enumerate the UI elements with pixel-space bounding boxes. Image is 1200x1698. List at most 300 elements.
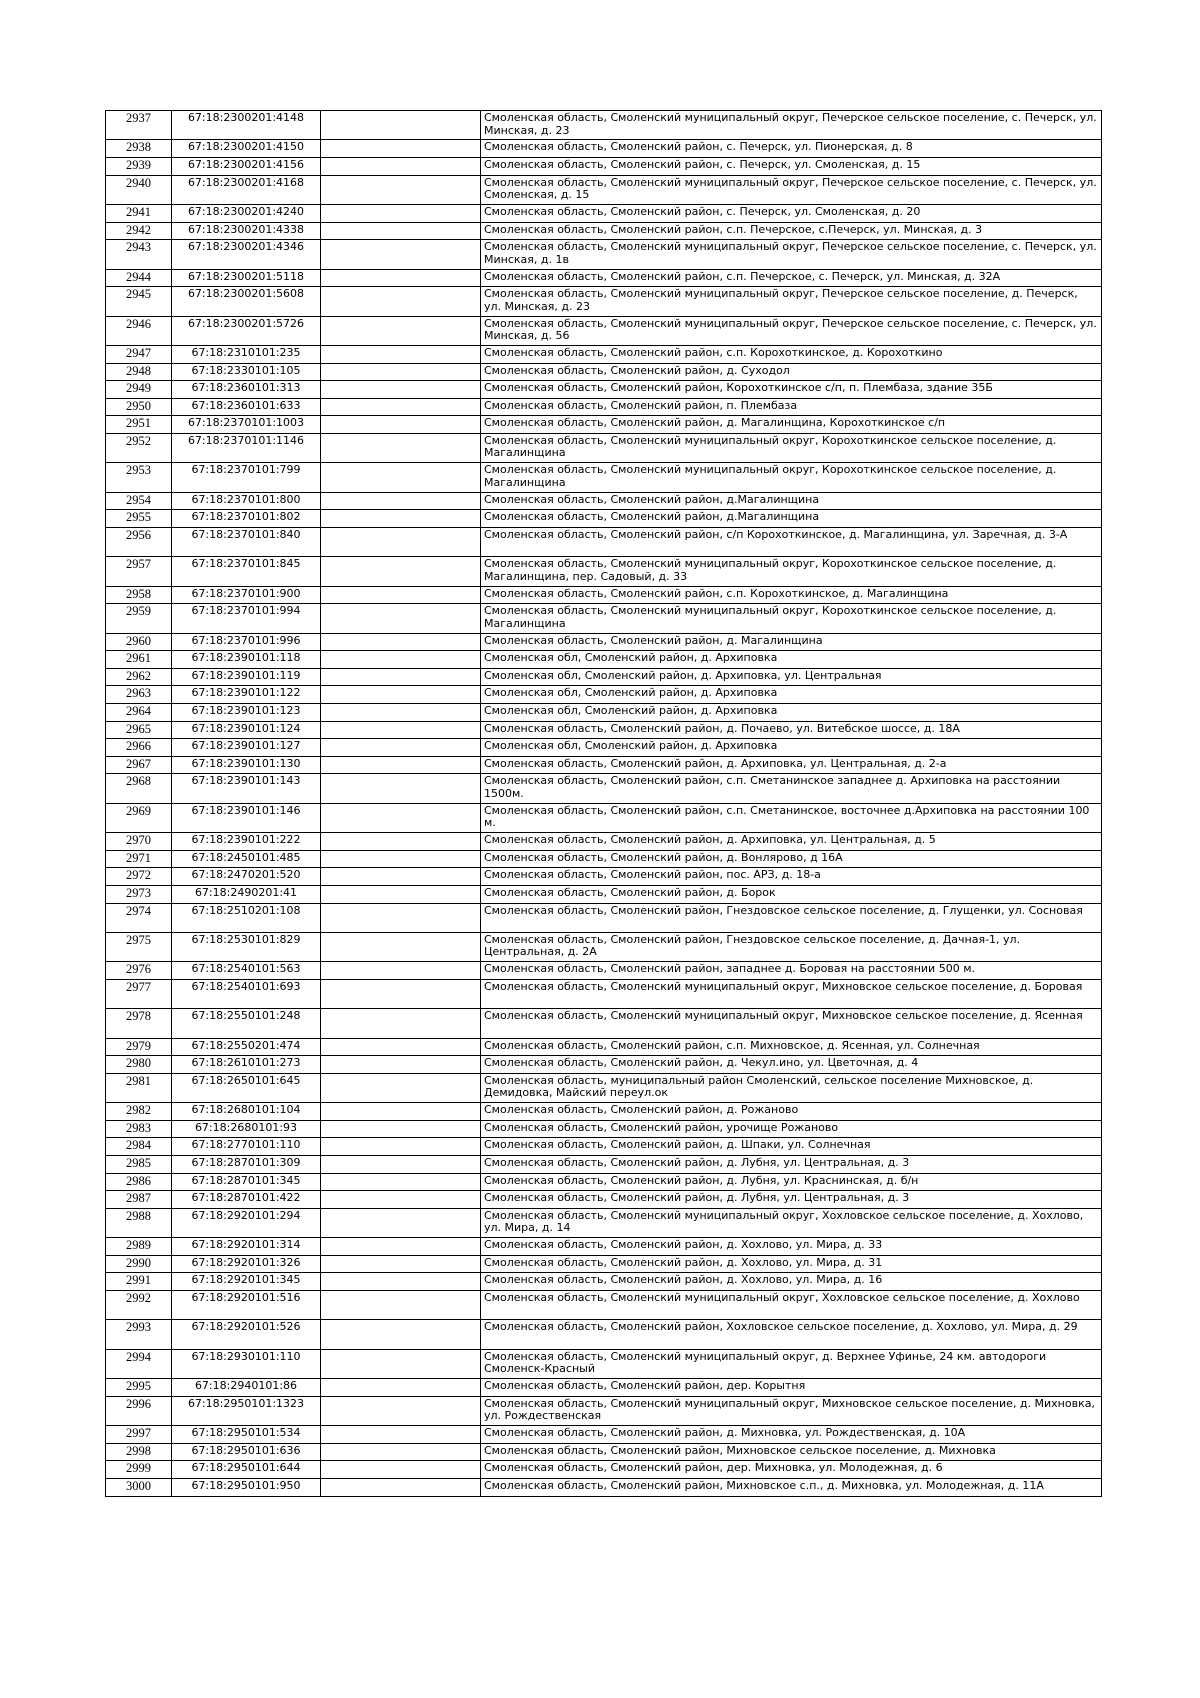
row-number: 2966 xyxy=(106,739,172,757)
row-number: 2937 xyxy=(106,111,172,140)
cadastral-number: 67:18:2330101:105 xyxy=(172,363,321,381)
table-row xyxy=(106,850,1102,868)
address: Смоленская область, Смоленский район, д. Лубня, ул. Центральная, д. 3 xyxy=(481,1156,1102,1174)
cadastral-number: 67:18:2920101:516 xyxy=(172,1291,321,1320)
row-number: 2998 xyxy=(106,1443,172,1461)
table-row xyxy=(106,492,1102,510)
address: Смоленская область, Смоленский район, с.п. Корохоткинское, д. Корохоткино xyxy=(481,345,1102,363)
empty-cell xyxy=(321,704,481,722)
address: Смоленская область, Смоленский район, с. Печерск, ул. Смоленская, д. 15 xyxy=(481,157,1102,175)
address: Смоленская область, Смоленский район, д. Архиповка, ул. Центральная, д. 2-а xyxy=(481,756,1102,774)
address: Смоленская область, Смоленский район, д. Рожаново xyxy=(481,1103,1102,1121)
empty-cell xyxy=(321,433,481,462)
row-number: 2938 xyxy=(106,140,172,158)
table-row xyxy=(106,1238,1102,1256)
cadastral-number: 67:18:2390101:130 xyxy=(172,756,321,774)
address: Смоленская область, Смоленский муниципальный округ, Печерское сельское поселение, с. Печерск, ул. Минская, д. 23 xyxy=(481,111,1102,140)
empty-cell xyxy=(321,463,481,492)
table-row xyxy=(106,1056,1102,1074)
table-row xyxy=(106,868,1102,886)
empty-cell xyxy=(321,774,481,803)
cadastral-number: 67:18:2470201:520 xyxy=(172,868,321,886)
table-row xyxy=(106,316,1102,345)
row-number: 2960 xyxy=(106,633,172,651)
row-number: 2947 xyxy=(106,345,172,363)
row-number: 2940 xyxy=(106,175,172,204)
address: Смоленская область, Смоленский муниципальный округ, Михновское сельское поселение, д. Ясенная xyxy=(481,1009,1102,1038)
table-row xyxy=(106,1426,1102,1444)
address: Смоленская область, Смоленский район, д. Магалинщина, Корохоткинское с/п xyxy=(481,416,1102,434)
row-number: 2992 xyxy=(106,1291,172,1320)
row-number: 2997 xyxy=(106,1426,172,1444)
empty-cell xyxy=(321,1138,481,1156)
address: Смоленская область, Смоленский район, с.п. Печерское, с. Печерск, ул. Минская, д. 32А xyxy=(481,269,1102,287)
empty-cell xyxy=(321,1396,481,1425)
address: Смоленская область, Смоленский муниципальный округ, Печерское сельское поселение, с. Печерск, ул. Минская, д. 1в xyxy=(481,240,1102,269)
cadastral-number: 67:18:2370101:800 xyxy=(172,492,321,510)
cadastral-number: 67:18:2360101:313 xyxy=(172,381,321,399)
address: Смоленская область, Смоленский район, Гнездовское сельское поселение, д. Глущенки, ул. Сосновая xyxy=(481,903,1102,932)
empty-cell xyxy=(321,903,481,932)
address: Смоленская область, Смоленский муниципальный округ, д. Верхнее Уфинье, 24 км. автодороги Смоленск-Красный xyxy=(481,1349,1102,1378)
cadastral-number: 67:18:2870101:309 xyxy=(172,1156,321,1174)
table-row xyxy=(106,1103,1102,1121)
table-row xyxy=(106,1120,1102,1138)
row-number: 2999 xyxy=(106,1461,172,1479)
address: Смоленская область, Смоленский район, д. Суходол xyxy=(481,363,1102,381)
cadastral-number: 67:18:2300201:4240 xyxy=(172,204,321,222)
table-row xyxy=(106,979,1102,1008)
empty-cell xyxy=(321,1103,481,1121)
table-row xyxy=(106,721,1102,739)
table-row xyxy=(106,833,1102,851)
table-row xyxy=(106,175,1102,204)
row-number: 2977 xyxy=(106,979,172,1008)
table-row xyxy=(106,1156,1102,1174)
address: Смоленская область, Смоленский муниципальный округ, Корохоткинское сельское поселение, д. Магалинщина xyxy=(481,604,1102,633)
empty-cell xyxy=(321,1461,481,1479)
table-row xyxy=(106,668,1102,686)
cadastral-number: 67:18:2770101:110 xyxy=(172,1138,321,1156)
cadastral-number: 67:18:2920101:326 xyxy=(172,1255,321,1273)
row-number: 2946 xyxy=(106,316,172,345)
table-row xyxy=(106,633,1102,651)
table-row xyxy=(106,269,1102,287)
row-number: 2944 xyxy=(106,269,172,287)
table-row xyxy=(106,527,1102,556)
address: Смоленская область, Смоленский район, с.п. Сметанинское, восточнее д.Архиповка на расстоянии 100 м. xyxy=(481,803,1102,832)
cadastral-number: 67:18:2450101:485 xyxy=(172,850,321,868)
cadastral-number: 67:18:2950101:644 xyxy=(172,1461,321,1479)
row-number: 2989 xyxy=(106,1238,172,1256)
row-number: 2949 xyxy=(106,381,172,399)
empty-cell xyxy=(321,739,481,757)
cadastral-number: 67:18:2370101:1003 xyxy=(172,416,321,434)
empty-cell xyxy=(321,1320,481,1349)
empty-cell xyxy=(321,1426,481,1444)
cadastral-number: 67:18:2490201:41 xyxy=(172,885,321,903)
table-row xyxy=(106,463,1102,492)
address: Смоленская область, Смоленский район, с.п. Печерское, с.Печерск, ул. Минская, д. 3 xyxy=(481,222,1102,240)
address: Смоленская область, Смоленский район, пос. АРЗ, д. 18-а xyxy=(481,868,1102,886)
address: Смоленская область, Смоленский район, д. Архиповка, ул. Центральная, д. 5 xyxy=(481,833,1102,851)
table-row xyxy=(106,1255,1102,1273)
row-number: 2980 xyxy=(106,1056,172,1074)
row-number: 2948 xyxy=(106,363,172,381)
table-row xyxy=(106,398,1102,416)
empty-cell xyxy=(321,1120,481,1138)
row-number: 2951 xyxy=(106,416,172,434)
row-number: 2945 xyxy=(106,287,172,316)
row-number: 2983 xyxy=(106,1120,172,1138)
row-number: 2973 xyxy=(106,885,172,903)
row-number: 2953 xyxy=(106,463,172,492)
address: Смоленская область, Смоленский муниципальный округ, Михновское сельское поселение, д. Михновка, ул. Рождественская xyxy=(481,1396,1102,1425)
address: Смоленская область, Смоленский район, п. Плембаза xyxy=(481,398,1102,416)
row-number: 2974 xyxy=(106,903,172,932)
address: Смоленская область, Смоленский муниципальный округ, Корохоткинское сельское поселение, д. Магалинщина xyxy=(481,433,1102,462)
table-row xyxy=(106,222,1102,240)
empty-cell xyxy=(321,1173,481,1191)
row-number: 2954 xyxy=(106,492,172,510)
row-number: 2971 xyxy=(106,850,172,868)
cadastral-number: 67:18:2390101:146 xyxy=(172,803,321,832)
empty-cell xyxy=(321,586,481,604)
table-row xyxy=(106,604,1102,633)
row-number: 2952 xyxy=(106,433,172,462)
address: Смоленская область, Смоленский район, д. Вонлярово, д 16А xyxy=(481,850,1102,868)
cadastral-number: 67:18:2390101:122 xyxy=(172,686,321,704)
address: Смоленская область, Смоленский район, с. Печерск, ул. Смоленская, д. 20 xyxy=(481,204,1102,222)
empty-cell xyxy=(321,175,481,204)
address: Смоленская область, муниципальный район Смоленский, сельское поселение Михновское, д. Демидовка, Майский переул.ок xyxy=(481,1073,1102,1102)
address: Смоленская область, Смоленский муниципальный округ, Михновское сельское поселение, д. Боровая xyxy=(481,979,1102,1008)
cadastral-number: 67:18:2300201:5118 xyxy=(172,269,321,287)
empty-cell xyxy=(321,833,481,851)
cadastral-number: 67:18:2550101:248 xyxy=(172,1009,321,1038)
table-row xyxy=(106,557,1102,586)
address: Смоленская обл, Смоленский район, д. Архиповка xyxy=(481,686,1102,704)
empty-cell xyxy=(321,492,481,510)
row-number: 2993 xyxy=(106,1320,172,1349)
table-row xyxy=(106,1191,1102,1209)
row-number: 2991 xyxy=(106,1273,172,1291)
row-number: 2975 xyxy=(106,932,172,961)
cadastral-number: 67:18:2950101:534 xyxy=(172,1426,321,1444)
table-row xyxy=(106,686,1102,704)
empty-cell xyxy=(321,1255,481,1273)
table-row xyxy=(106,1320,1102,1349)
cadastral-number: 67:18:2360101:633 xyxy=(172,398,321,416)
empty-cell xyxy=(321,885,481,903)
empty-cell xyxy=(321,1038,481,1056)
empty-cell xyxy=(321,721,481,739)
row-number: 2972 xyxy=(106,868,172,886)
empty-cell xyxy=(321,979,481,1008)
empty-cell xyxy=(321,1156,481,1174)
empty-cell xyxy=(321,1478,481,1496)
cadastral-number: 67:18:2390101:123 xyxy=(172,704,321,722)
row-number: 2958 xyxy=(106,586,172,604)
address: Смоленская область, Смоленский район, д.Магалинщина xyxy=(481,510,1102,528)
address: Смоленская область, Смоленский муниципальный округ, Хохловское сельское поселение, д. Хохлово, ул. Мира, д. 14 xyxy=(481,1208,1102,1237)
table-row xyxy=(106,885,1102,903)
empty-cell xyxy=(321,1056,481,1074)
address: Смоленская область, Смоленский район, с.п. Корохоткинское, д. Магалинщина xyxy=(481,586,1102,604)
empty-cell xyxy=(321,1009,481,1038)
cadastral-number: 67:18:2610101:273 xyxy=(172,1056,321,1074)
address: Смоленская область, Смоленский муниципальный округ, Печерское сельское поселение, с. Печерск, ул. Смоленская, д. 15 xyxy=(481,175,1102,204)
address: Смоленская область, Смоленский район, Хохловское сельское поселение, д. Хохлово, ул. Мира, д. 29 xyxy=(481,1320,1102,1349)
table-row xyxy=(106,240,1102,269)
row-number: 2978 xyxy=(106,1009,172,1038)
table-row xyxy=(106,1379,1102,1397)
row-number: 2964 xyxy=(106,704,172,722)
empty-cell xyxy=(321,381,481,399)
address: Смоленская область, Смоленский район, Михновское с.п., д. Михновка, ул. Молодежная, д. 11А xyxy=(481,1478,1102,1496)
empty-cell xyxy=(321,1238,481,1256)
row-number: 2987 xyxy=(106,1191,172,1209)
row-number: 2979 xyxy=(106,1038,172,1056)
row-number: 2962 xyxy=(106,668,172,686)
table-row xyxy=(106,1138,1102,1156)
address: Смоленская область, Смоленский район, д. Лубня, ул. Краснинская, д. б/н xyxy=(481,1173,1102,1191)
table-row xyxy=(106,1038,1102,1056)
row-number: 2986 xyxy=(106,1173,172,1191)
table-row xyxy=(106,157,1102,175)
cadastral-number: 67:18:2940101:86 xyxy=(172,1379,321,1397)
row-number: 2969 xyxy=(106,803,172,832)
address: Смоленская область, Смоленский район, д. Михновка, ул. Рождественская, д. 10А xyxy=(481,1426,1102,1444)
cadastral-number: 67:18:2870101:422 xyxy=(172,1191,321,1209)
cadastral-number: 67:18:2300201:4346 xyxy=(172,240,321,269)
cadastral-number: 67:18:2370101:900 xyxy=(172,586,321,604)
table-row xyxy=(106,1396,1102,1425)
empty-cell xyxy=(321,1379,481,1397)
row-number: 2941 xyxy=(106,204,172,222)
table-row xyxy=(106,962,1102,980)
table-row xyxy=(106,345,1102,363)
row-number: 2996 xyxy=(106,1396,172,1425)
row-number: 2968 xyxy=(106,774,172,803)
row-number: 2956 xyxy=(106,527,172,556)
empty-cell xyxy=(321,287,481,316)
table-row xyxy=(106,1349,1102,1378)
cadastral-number: 67:18:2920101:294 xyxy=(172,1208,321,1237)
empty-cell xyxy=(321,316,481,345)
cadastral-number: 67:18:2920101:314 xyxy=(172,1238,321,1256)
table-row xyxy=(106,651,1102,669)
row-number: 2990 xyxy=(106,1255,172,1273)
row-number: 2985 xyxy=(106,1156,172,1174)
cadastral-number: 67:18:2300201:4338 xyxy=(172,222,321,240)
empty-cell xyxy=(321,932,481,961)
address: Смоленская область, Смоленский район, д. Борок xyxy=(481,885,1102,903)
cadastral-number: 67:18:2370101:845 xyxy=(172,557,321,586)
empty-cell xyxy=(321,363,481,381)
cadastral-number: 67:18:2650101:645 xyxy=(172,1073,321,1102)
cadastral-number: 67:18:2540101:693 xyxy=(172,979,321,1008)
cadastral-number: 67:18:2370101:840 xyxy=(172,527,321,556)
address: Смоленская обл, Смоленский район, д. Архиповка xyxy=(481,739,1102,757)
empty-cell xyxy=(321,1073,481,1102)
cadastral-number: 67:18:2370101:1146 xyxy=(172,433,321,462)
empty-cell xyxy=(321,756,481,774)
table-row xyxy=(106,363,1102,381)
address: Смоленская область, Смоленский район, с/п Корохоткинское, д. Магалинщина, ул. Заречная, д. 3-А xyxy=(481,527,1102,556)
table-row xyxy=(106,1208,1102,1237)
cadastral-number: 67:18:2920101:526 xyxy=(172,1320,321,1349)
table-row xyxy=(106,774,1102,803)
cadastral-number: 67:18:2680101:104 xyxy=(172,1103,321,1121)
table-row xyxy=(106,381,1102,399)
empty-cell xyxy=(321,111,481,140)
row-number: 2961 xyxy=(106,651,172,669)
empty-cell xyxy=(321,398,481,416)
address: Смоленская область, Смоленский муниципальный округ, Печерское сельское поселение, с. Печерск, ул. Минская, д. 56 xyxy=(481,316,1102,345)
address: Смоленская область, Смоленский район, Гнездовское сельское поселение, д. Дачная-1, ул. Центральная, д. 2А xyxy=(481,932,1102,961)
table-row xyxy=(106,510,1102,528)
table-row xyxy=(106,1009,1102,1038)
cadastral-number: 67:18:2390101:118 xyxy=(172,651,321,669)
empty-cell xyxy=(321,222,481,240)
row-number: 2965 xyxy=(106,721,172,739)
table-row xyxy=(106,1073,1102,1102)
table-row xyxy=(106,739,1102,757)
cadastral-number: 67:18:2390101:222 xyxy=(172,833,321,851)
empty-cell xyxy=(321,868,481,886)
cadastral-number: 67:18:2300201:4150 xyxy=(172,140,321,158)
row-number: 2988 xyxy=(106,1208,172,1237)
table-row xyxy=(106,586,1102,604)
row-number: 2967 xyxy=(106,756,172,774)
table-row xyxy=(106,1291,1102,1320)
empty-cell xyxy=(321,668,481,686)
address: Смоленская область, Смоленский район, д. Чекул.ино, ул. Цветочная, д. 4 xyxy=(481,1056,1102,1074)
cadastral-number: 67:18:2370101:799 xyxy=(172,463,321,492)
cadastral-number: 67:18:2370101:996 xyxy=(172,633,321,651)
address: Смоленская область, Смоленский муниципальный округ, Корохоткинское сельское поселение, д. Магалинщина xyxy=(481,463,1102,492)
row-number: 2976 xyxy=(106,962,172,980)
address: Смоленская область, Смоленский район, дер. Михновка, ул. Молодежная, д. 6 xyxy=(481,1461,1102,1479)
table-row xyxy=(106,803,1102,832)
address: Смоленская область, Смоленский район, д. Хохлово, ул. Мира, д. 31 xyxy=(481,1255,1102,1273)
empty-cell xyxy=(321,157,481,175)
cadastral-number: 67:18:2950101:636 xyxy=(172,1443,321,1461)
empty-cell xyxy=(321,510,481,528)
cadastral-number: 67:18:2680101:93 xyxy=(172,1120,321,1138)
address: Смоленская обл, Смоленский район, д. Архиповка, ул. Центральная xyxy=(481,668,1102,686)
row-number: 2982 xyxy=(106,1103,172,1121)
document-page xyxy=(105,110,1101,1497)
empty-cell xyxy=(321,557,481,586)
table-row xyxy=(106,704,1102,722)
cadastral-number: 67:18:2370101:994 xyxy=(172,604,321,633)
address: Смоленская область, Смоленский район, с.п. Сметанинское западнее д. Архиповка на расстоянии 1500м. xyxy=(481,774,1102,803)
address: Смоленская область, Смоленский район, д.Магалинщина xyxy=(481,492,1102,510)
empty-cell xyxy=(321,345,481,363)
address: Смоленская область, Смоленский муниципальный округ, Корохоткинское сельское поселение, д. Магалинщина, пер. Садовый, д. 33 xyxy=(481,557,1102,586)
table-row xyxy=(106,1443,1102,1461)
land-plots-table xyxy=(105,110,1102,1497)
table-row xyxy=(106,111,1102,140)
table-row xyxy=(106,204,1102,222)
empty-cell xyxy=(321,1191,481,1209)
table-row xyxy=(106,1273,1102,1291)
empty-cell xyxy=(321,850,481,868)
empty-cell xyxy=(321,651,481,669)
table-row xyxy=(106,903,1102,932)
empty-cell xyxy=(321,204,481,222)
row-number: 2957 xyxy=(106,557,172,586)
empty-cell xyxy=(321,527,481,556)
empty-cell xyxy=(321,1349,481,1378)
address: Смоленская область, Смоленский муниципальный округ, Хохловское сельское поселение, д. Хохлово xyxy=(481,1291,1102,1320)
empty-cell xyxy=(321,633,481,651)
address: Смоленская область, Смоленский район, Михновское сельское поселение, д. Михновка xyxy=(481,1443,1102,1461)
table-row xyxy=(106,1461,1102,1479)
cadastral-number: 67:18:2530101:829 xyxy=(172,932,321,961)
row-number: 2994 xyxy=(106,1349,172,1378)
table-row xyxy=(106,932,1102,961)
cadastral-number: 67:18:2540101:563 xyxy=(172,962,321,980)
row-number: 2955 xyxy=(106,510,172,528)
table-body xyxy=(106,111,1102,1497)
row-number: 2984 xyxy=(106,1138,172,1156)
address: Смоленская обл, Смоленский район, д. Архиповка xyxy=(481,651,1102,669)
address: Смоленская область, Смоленский район, д. Почаево, ул. Витебское шоссе, д. 18А xyxy=(481,721,1102,739)
address: Смоленская область, Смоленский район, дер. Корытня xyxy=(481,1379,1102,1397)
address: Смоленская область, Смоленский район, с. Печерск, ул. Пионерская, д. 8 xyxy=(481,140,1102,158)
row-number: 2963 xyxy=(106,686,172,704)
row-number: 2959 xyxy=(106,604,172,633)
empty-cell xyxy=(321,803,481,832)
cadastral-number: 67:18:2390101:127 xyxy=(172,739,321,757)
row-number: 3000 xyxy=(106,1478,172,1496)
address: Смоленская область, Смоленский район, д. Лубня, ул. Центральная, д. 3 xyxy=(481,1191,1102,1209)
empty-cell xyxy=(321,1208,481,1237)
empty-cell xyxy=(321,240,481,269)
cadastral-number: 67:18:2930101:110 xyxy=(172,1349,321,1378)
empty-cell xyxy=(321,962,481,980)
row-number: 2981 xyxy=(106,1073,172,1102)
cadastral-number: 67:18:2310101:235 xyxy=(172,345,321,363)
table-row xyxy=(106,140,1102,158)
empty-cell xyxy=(321,1443,481,1461)
address: Смоленская область, Смоленский район, с.п. Михновское, д. Ясенная, ул. Солнечная xyxy=(481,1038,1102,1056)
cadastral-number: 67:18:2510201:108 xyxy=(172,903,321,932)
empty-cell xyxy=(321,1291,481,1320)
table-row xyxy=(106,433,1102,462)
cadastral-number: 67:18:2950101:950 xyxy=(172,1478,321,1496)
cadastral-number: 67:18:2300201:4156 xyxy=(172,157,321,175)
address: Смоленская обл, Смоленский район, д. Архиповка xyxy=(481,704,1102,722)
cadastral-number: 67:18:2390101:124 xyxy=(172,721,321,739)
cadastral-number: 67:18:2920101:345 xyxy=(172,1273,321,1291)
address: Смоленская область, Смоленский район, д. Магалинщина xyxy=(481,633,1102,651)
row-number: 2939 xyxy=(106,157,172,175)
table-row xyxy=(106,756,1102,774)
address: Смоленская область, Смоленский район, д. Шпаки, ул. Солнечная xyxy=(481,1138,1102,1156)
empty-cell xyxy=(321,604,481,633)
row-number: 2942 xyxy=(106,222,172,240)
empty-cell xyxy=(321,1273,481,1291)
cadastral-number: 67:18:2370101:802 xyxy=(172,510,321,528)
row-number: 2970 xyxy=(106,833,172,851)
empty-cell xyxy=(321,416,481,434)
address: Смоленская область, Смоленский район, урочище Рожаново xyxy=(481,1120,1102,1138)
table-row xyxy=(106,416,1102,434)
